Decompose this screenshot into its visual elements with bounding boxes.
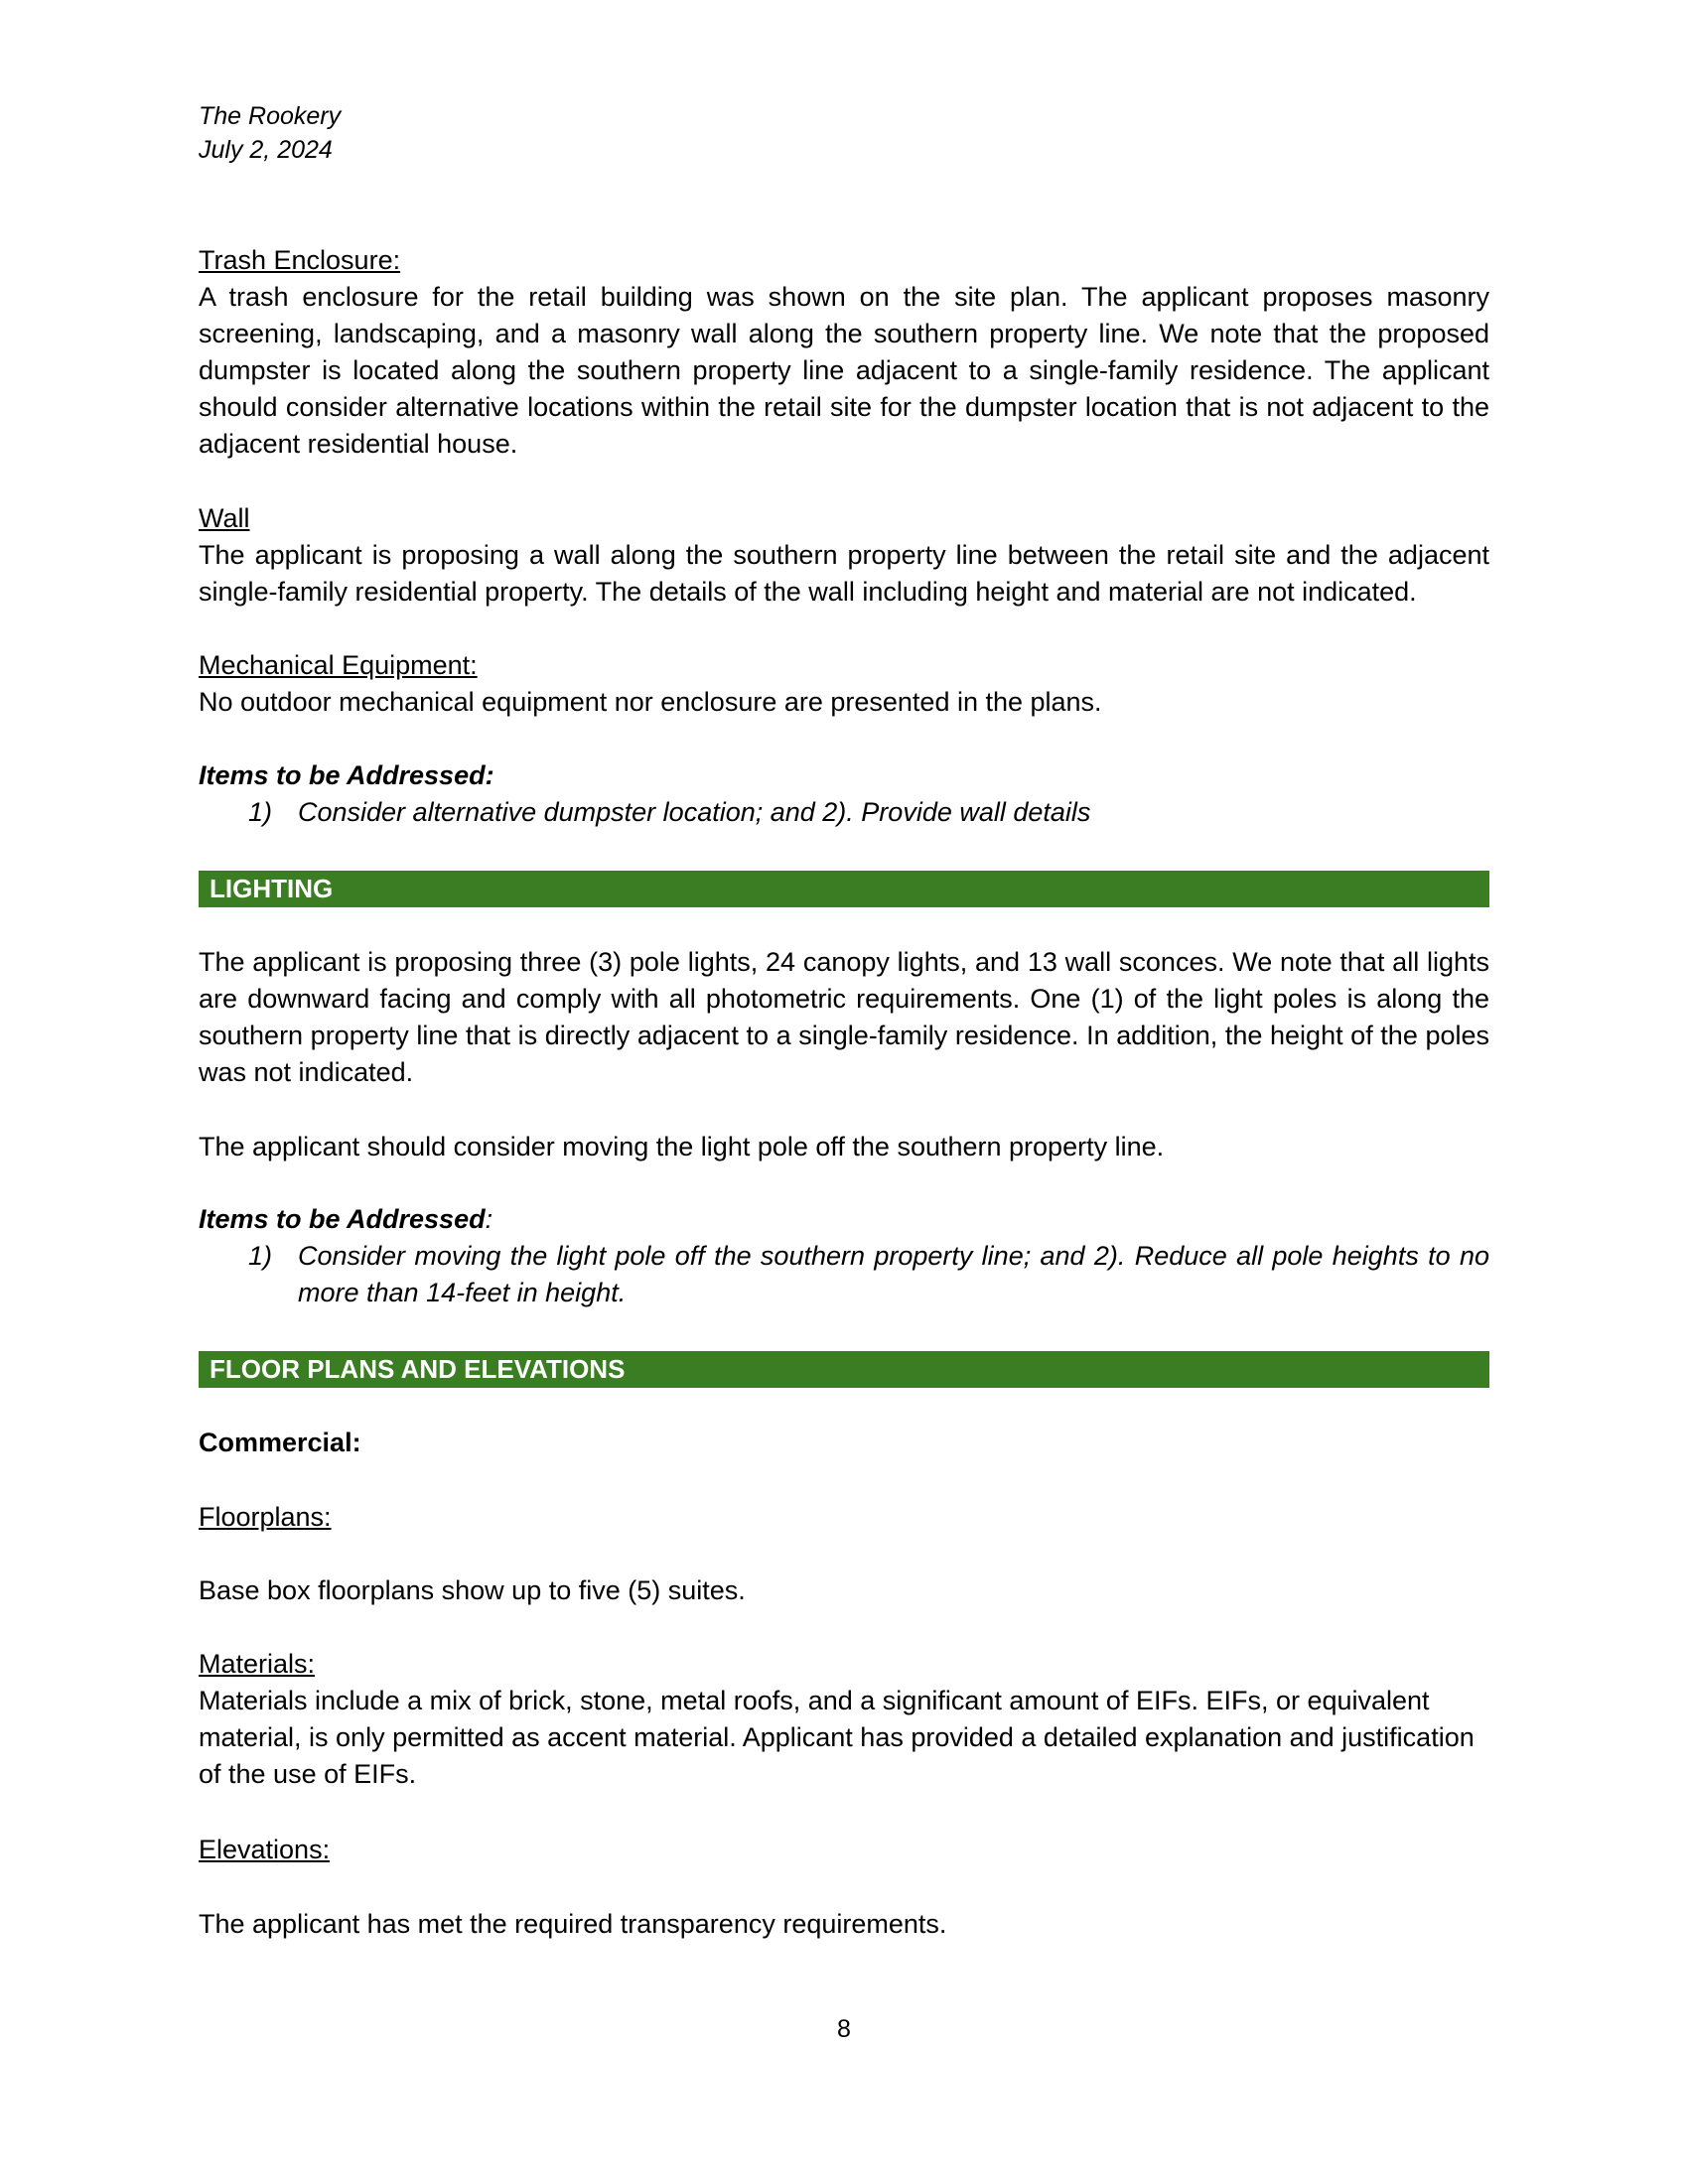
items-heading: Items to be Addressed: xyxy=(199,760,494,790)
commercial-section xyxy=(199,1425,1489,1461)
lighting-section-bar: LIGHTING xyxy=(199,871,1489,907)
floorplans-body-section xyxy=(199,1572,1489,1609)
trash-enclosure-body: A trash enclosure for the retail building was shown on the site plan. The applicant proposes masonry screening, landscaping, and a masonry wall along the southern property line. We note that the proposed dumpster is located along the southern property line adjacent to a single-family residence. The applicant should consider alternative locations within the retail site for the dumpster location that is not adjacent to the adjacent residential house. xyxy=(199,282,1489,459)
floor-plans-section-bar: FLOOR PLANS AND ELEVATIONS xyxy=(199,1351,1489,1388)
trash-enclosure-section xyxy=(199,242,1489,463)
wall-section xyxy=(199,500,1489,611)
header-project-name: The Rookery xyxy=(199,102,342,130)
floorplans-section xyxy=(199,1499,1489,1536)
lighting-para-1: The applicant is proposing three (3) pole lights, 24 canopy lights, and 13 wall sconces. We note that all lights are downward facing and comply with all photometric requirements. One (1) of the light poles is along the southern property line that is directly adjacent to a single-family residence. In addition, the height of the poles was not indicated. xyxy=(199,947,1489,1087)
page-header xyxy=(199,99,341,167)
trash-enclosure-heading: Trash Enclosure: xyxy=(199,245,401,275)
wall-body: The applicant is proposing a wall along the southern property line between the retail site and the adjacent single-family residential property. The details of the wall including height and material are not indicated. xyxy=(199,540,1489,607)
wall-heading: Wall xyxy=(199,503,250,533)
elevations-body: The applicant has met the required transparency requirements. xyxy=(199,1909,947,1939)
list-item xyxy=(199,1238,1489,1311)
commercial-heading: Commercial: xyxy=(199,1428,361,1457)
list-number: 1) xyxy=(248,1241,273,1271)
list-text: Consider moving the light pole off the southern property line; and 2). Reduce all pole heights to no more than 14-feet in height. xyxy=(298,1241,1489,1307)
elevations-body-section xyxy=(199,1906,1489,1943)
mechanical-section xyxy=(199,647,1489,721)
lighting-items-section xyxy=(199,1201,1489,1311)
mechanical-heading: Mechanical Equipment: xyxy=(199,650,478,680)
items-to-address-section xyxy=(199,757,1489,831)
materials-section xyxy=(199,1646,1489,1793)
elevations-heading: Elevations: xyxy=(199,1835,331,1864)
lighting-items-colon: : xyxy=(485,1204,493,1234)
elevations-section xyxy=(199,1832,1489,1868)
floorplans-body: Base box floorplans show up to five (5) suites. xyxy=(199,1575,746,1605)
materials-body: Materials include a mix of brick, stone, metal roofs, and a significant amount of EIFs. EIFs, or equivalent material, is only permitted as accent material. Applicant has provided a detailed explanation and justification of the use of EIFs. xyxy=(199,1686,1475,1789)
lighting-section-2 xyxy=(199,1129,1489,1165)
list-text: Consider alternative dumpster location; and 2). Provide wall details xyxy=(298,797,1091,827)
page-number: 8 xyxy=(837,2015,851,2043)
list-number: 1) xyxy=(248,797,273,827)
lighting-para-2: The applicant should consider moving the light pole off the southern property line. xyxy=(199,1132,1165,1161)
materials-heading: Materials: xyxy=(199,1649,316,1679)
lighting-section xyxy=(199,944,1489,1091)
list-item xyxy=(199,794,1489,831)
mechanical-body: No outdoor mechanical equipment nor enclosure are presented in the plans. xyxy=(199,687,1102,717)
floorplans-heading: Floorplans: xyxy=(199,1502,332,1532)
lighting-items-heading: Items to be Addressed xyxy=(199,1204,486,1234)
header-date: July 2, 2024 xyxy=(199,136,333,164)
